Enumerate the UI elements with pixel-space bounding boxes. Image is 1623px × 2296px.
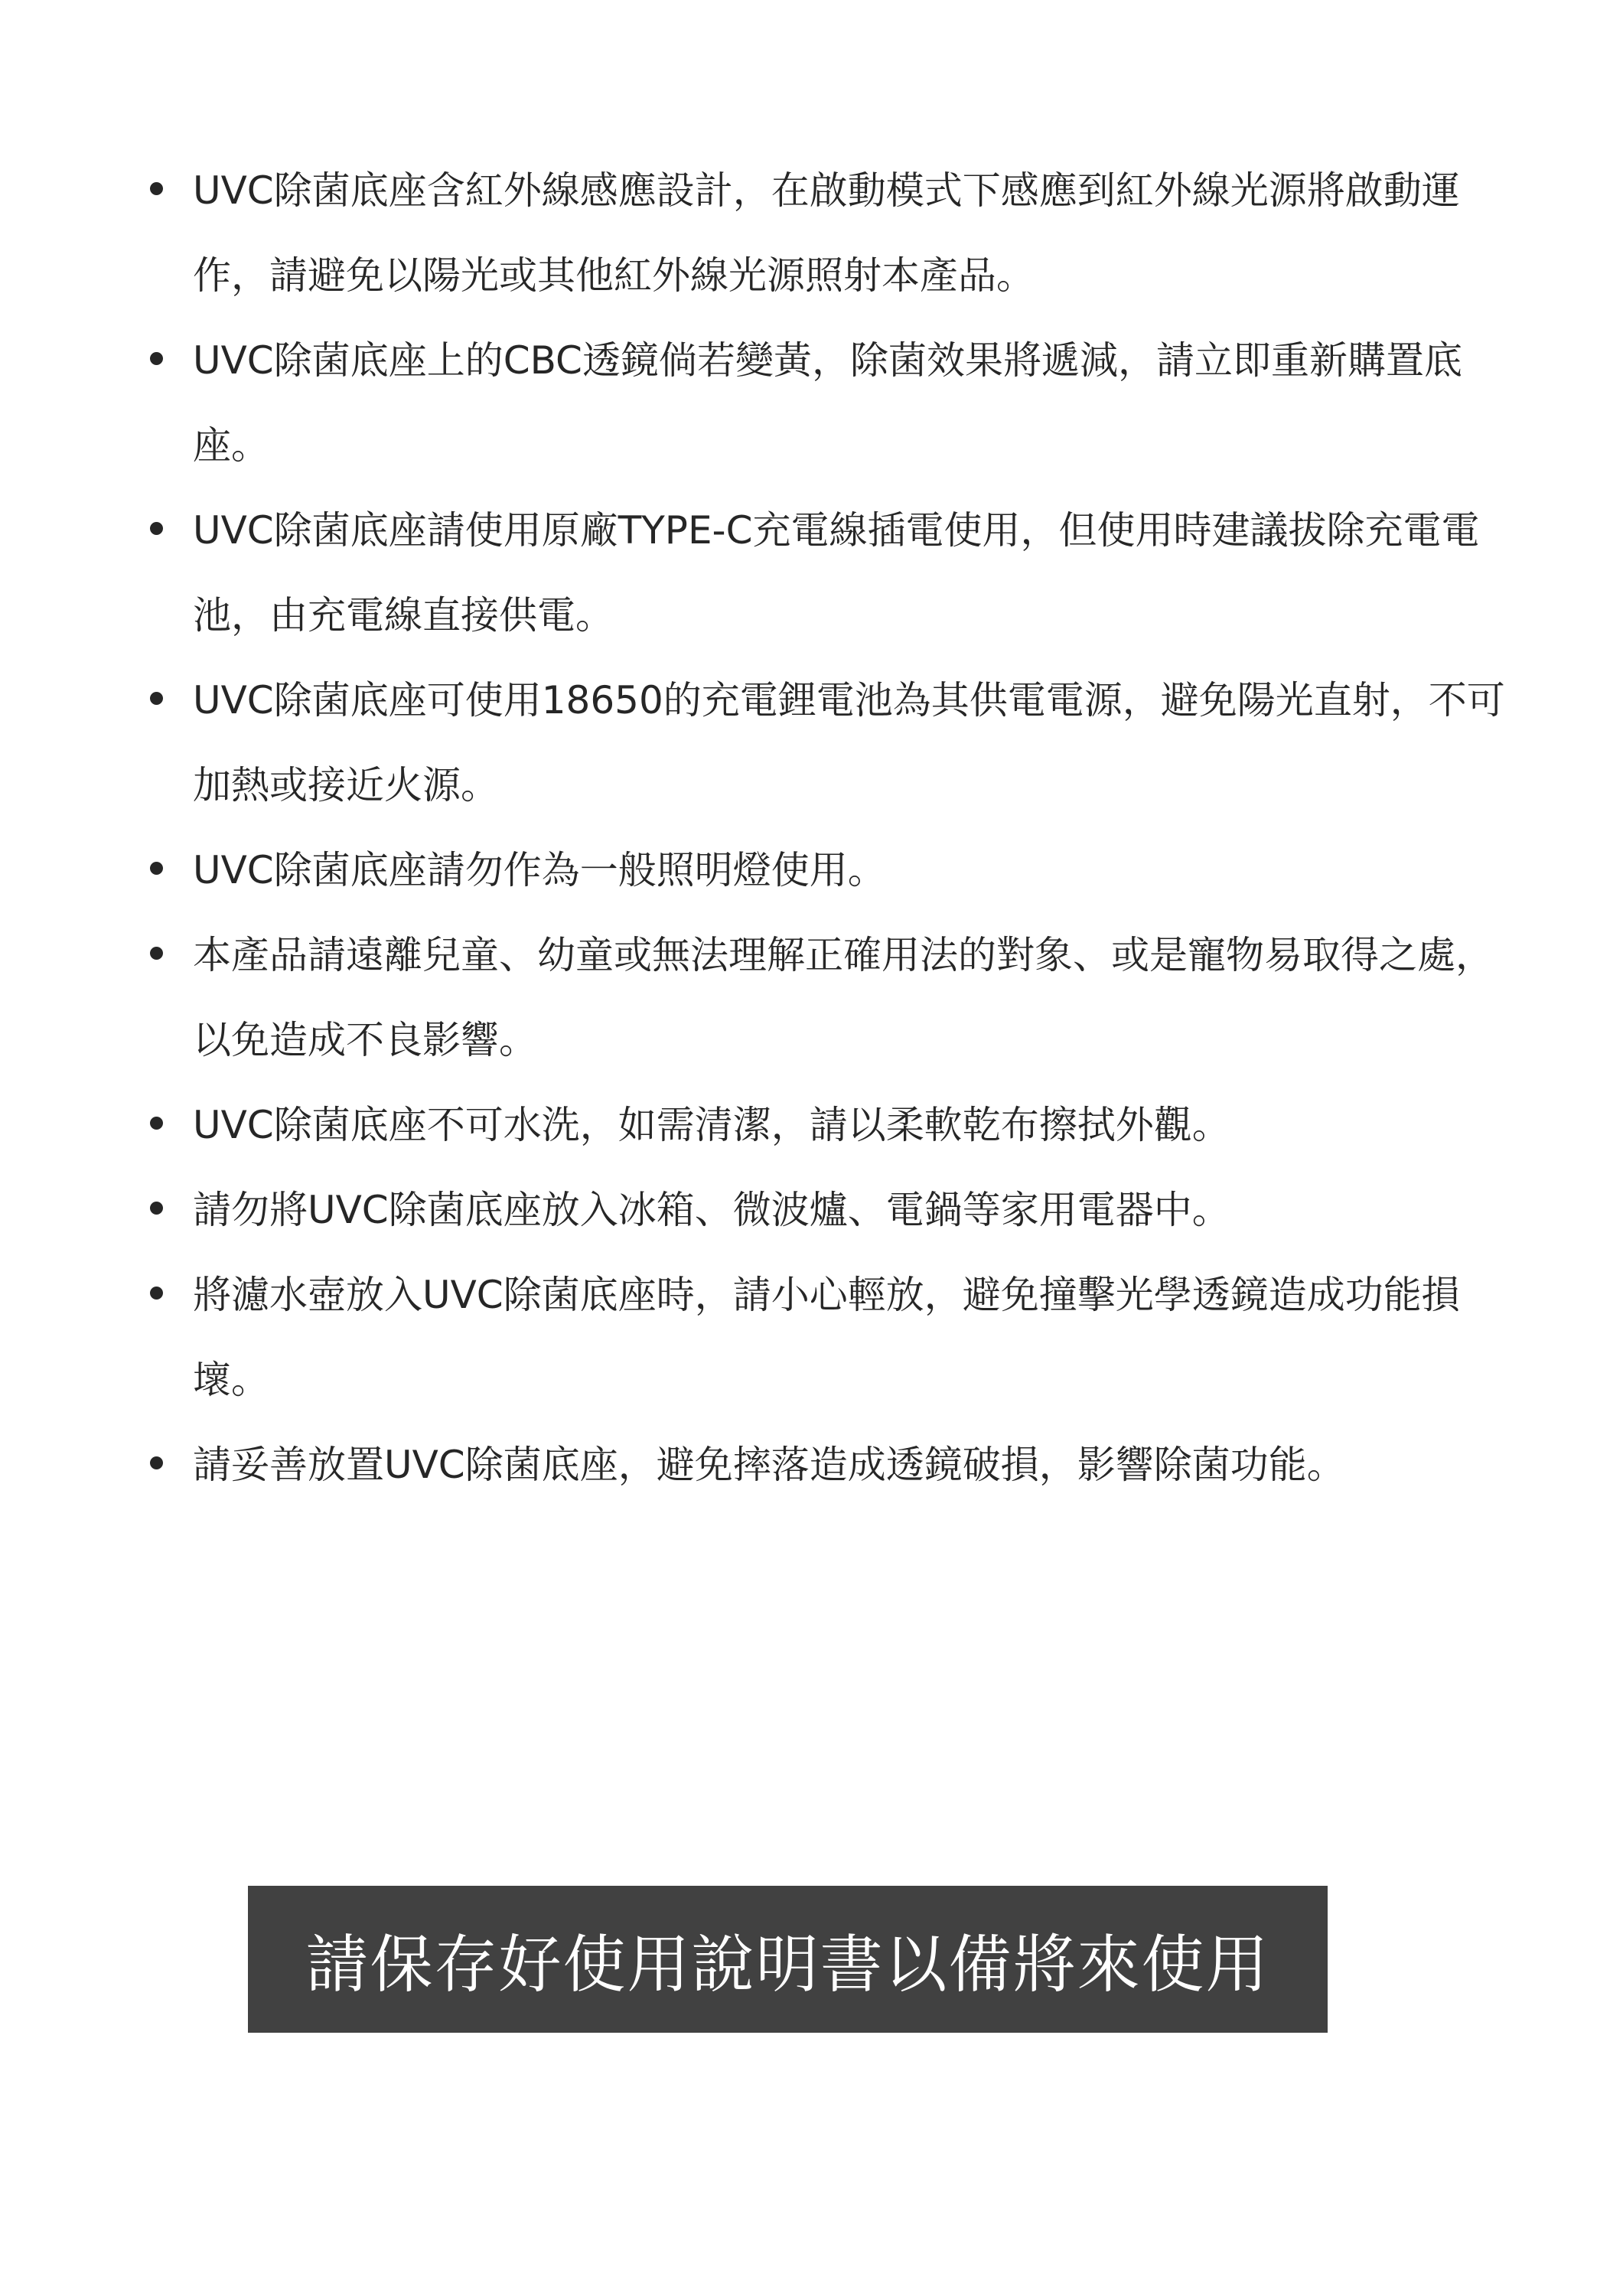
bullet-icon [150, 947, 163, 960]
bullet-icon [150, 1117, 163, 1130]
bullet-icon [150, 1202, 163, 1215]
note-text: UVC除菌底座請勿作為一般照明燈使用。 [193, 848, 886, 892]
safety-notes-list [150, 148, 1527, 1508]
bullet-icon [150, 352, 163, 365]
note-text: UVC除菌底座不可水洗，如需清潔，請以柔軟乾布擦拭外觀。 [193, 1103, 1230, 1147]
banner-text: 請保存好使用說明書以備將來使用 [305, 1928, 1270, 2001]
save-manual-banner [248, 1886, 1328, 2033]
bullet-icon [150, 522, 163, 535]
list-item [150, 1168, 1527, 1253]
note-text: UVC除菌底座可使用18650的充電鋰電池為其供電電源，避免陽光直射，不可加熱或接近火源。 [193, 678, 1505, 807]
list-item [150, 1423, 1527, 1508]
list-item [150, 828, 1527, 913]
note-text: 請勿將UVC除菌底座放入冰箱、微波爐、電鍋等家用電器中。 [193, 1188, 1230, 1232]
note-text: UVC除菌底座含紅外線感應設計，在啟動模式下感應到紅外線光源將啟動運作，請避免以陽光或其他紅外線光源照射本產品。 [193, 168, 1460, 298]
note-text: UVC除菌底座請使用原廠TYPE-C充電線插電使用，但使用時建議拔除充電電池，由充電線直接供電。 [193, 508, 1480, 638]
list-item [150, 658, 1527, 828]
list-item [150, 913, 1527, 1083]
bullet-icon [150, 862, 163, 875]
bullet-icon [150, 182, 163, 195]
note-text: 本產品請遠離兒童、幼童或無法理解正確用法的對象、或是寵物易取得之處，以免造成不良影響。 [193, 933, 1494, 1062]
list-item [150, 148, 1527, 318]
note-text: UVC除菌底座上的CBC透鏡倘若變黃，除菌效果將遞減，請立即重新購置底座。 [193, 338, 1462, 468]
note-text: 將濾水壺放入UVC除菌底座時，請小心輕放，避免撞擊光學透鏡造成功能損壞。 [193, 1273, 1460, 1402]
list-item [150, 1253, 1527, 1423]
bullet-icon [150, 692, 163, 705]
bullet-icon [150, 1287, 163, 1300]
list-item [150, 318, 1527, 488]
list-item [150, 1083, 1527, 1168]
note-text: 請妥善放置UVC除菌底座，避免摔落造成透鏡破損，影響除菌功能。 [193, 1443, 1345, 1487]
bullet-icon [150, 1456, 163, 1469]
list-item [150, 488, 1527, 658]
